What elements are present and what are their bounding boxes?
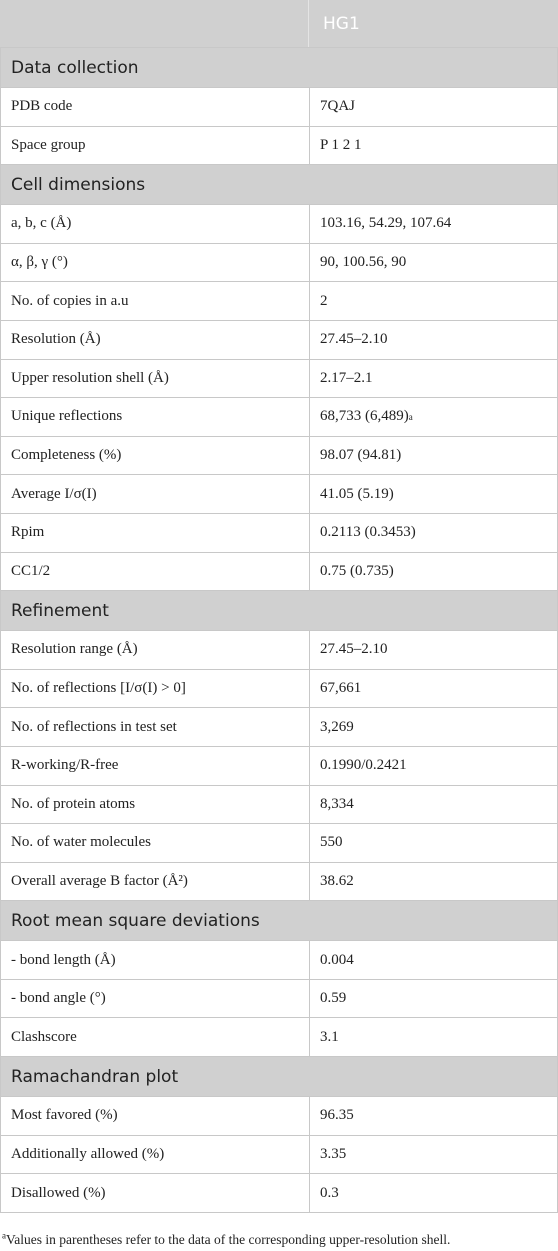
- row-value: 0.59: [320, 990, 347, 1007]
- header-hg1-cell: HG1: [323, 13, 360, 34]
- table-row: [0, 941, 558, 980]
- table-row: [0, 1018, 558, 1057]
- row-value-cell: [310, 1174, 557, 1212]
- row-value-cell: [310, 786, 557, 824]
- section-header-row: [0, 48, 558, 88]
- row-value: 3.35: [320, 1145, 347, 1162]
- table-row: [0, 1136, 558, 1175]
- row-value: 27.45–2.10: [320, 641, 388, 658]
- table-footnote: [2, 1232, 450, 1248]
- row-value: 2.17–2.1: [320, 369, 373, 386]
- row-value-cell: [310, 1097, 557, 1135]
- row-label: α, β, γ (°): [1, 244, 310, 282]
- row-label: - bond angle (°): [1, 980, 310, 1018]
- row-value-cell: [310, 631, 557, 669]
- row-label: Average I/σ(I): [1, 475, 310, 513]
- row-value: 27.45–2.10: [320, 331, 388, 348]
- row-value-cell: [310, 941, 557, 979]
- row-value: 2: [320, 292, 328, 309]
- row-value-cell: [310, 514, 557, 552]
- row-value-cell: [310, 437, 557, 475]
- row-value: 41.05 (5.19): [320, 485, 394, 502]
- row-label: Rpim: [1, 514, 310, 552]
- row-label: a, b, c (Å): [1, 205, 310, 243]
- row-label: Additionally allowed (%): [1, 1136, 310, 1174]
- row-label: Unique reflections: [1, 398, 310, 436]
- row-value: 96.35: [320, 1107, 354, 1124]
- row-value-cell: [310, 747, 557, 785]
- table-row: [0, 747, 558, 786]
- row-value: 0.004: [320, 951, 354, 968]
- table-row: [0, 708, 558, 747]
- row-value: 103.16, 54.29, 107.64: [320, 215, 452, 232]
- table-row: [0, 437, 558, 476]
- header-left-cell: [0, 0, 309, 47]
- row-label: Space group: [1, 127, 310, 165]
- row-value-cell: [310, 127, 557, 165]
- table-row: [0, 398, 558, 437]
- row-label: CC1/2: [1, 553, 310, 591]
- section-header-row: [0, 591, 558, 631]
- row-value: 98.07 (94.81): [320, 447, 402, 464]
- row-label: No. of protein atoms: [1, 786, 310, 824]
- row-value-cell: [310, 88, 557, 126]
- row-label: Overall average B factor (Å²): [1, 863, 310, 901]
- row-value-cell: [310, 1136, 557, 1174]
- row-value-cell: [310, 205, 557, 243]
- table-row: [0, 127, 558, 166]
- table-row: [0, 631, 558, 670]
- section-title: Data collection: [11, 57, 139, 78]
- footnote-text: Values in parentheses refer to the data of the corresponding upper-resolution shell.: [6, 1232, 451, 1247]
- row-value-cell: [310, 670, 557, 708]
- table-row: [0, 360, 558, 399]
- row-value-cell: [310, 980, 557, 1018]
- row-value: 550: [320, 834, 343, 851]
- table-row: [0, 670, 558, 709]
- section-title: Root mean square deviations: [11, 910, 260, 931]
- row-value-cell: [310, 321, 557, 359]
- row-label: No. of reflections [I/σ(I) > 0]: [1, 670, 310, 708]
- section-title: Ramachandran plot: [11, 1066, 179, 1087]
- table-row: [0, 282, 558, 321]
- table-row: [0, 786, 558, 825]
- row-value: 0.3: [320, 1184, 339, 1201]
- row-value: 90, 100.56, 90: [320, 254, 407, 271]
- row-value-cell: [310, 824, 557, 862]
- table-row: [0, 205, 558, 244]
- row-value: P 1 2 1: [320, 136, 362, 153]
- table-row: [0, 244, 558, 283]
- row-value: 0.75 (0.735): [320, 562, 394, 579]
- section-header-row: [0, 901, 558, 941]
- row-value: 38.62: [320, 872, 354, 889]
- row-value: 7QAJ: [320, 98, 356, 115]
- row-label: Resolution (Å): [1, 321, 310, 359]
- row-label: PDB code: [1, 88, 310, 126]
- table-header-row: [0, 0, 558, 48]
- row-value-cell: [310, 475, 557, 513]
- row-value-cell: [310, 360, 557, 398]
- table-row: [0, 514, 558, 553]
- row-label: R-working/R-free: [1, 747, 310, 785]
- row-label: Upper resolution shell (Å): [1, 360, 310, 398]
- row-label: No. of water molecules: [1, 824, 310, 862]
- row-label: Most favored (%): [1, 1097, 310, 1135]
- table-row: [0, 475, 558, 514]
- row-label: No. of copies in a.u: [1, 282, 310, 320]
- row-label: No. of reflections in test set: [1, 708, 310, 746]
- row-value-cell: 68,733 (6,489) a: [320, 408, 413, 425]
- table-row: [0, 553, 558, 592]
- row-label: Disallowed (%): [1, 1174, 310, 1212]
- table-row: [0, 1097, 558, 1136]
- section-header-row: [0, 1057, 558, 1097]
- footnote-marker: a: [2, 1230, 6, 1241]
- row-value: 67,661: [320, 680, 362, 697]
- table-row: [0, 1174, 558, 1213]
- section-title: Refinement: [11, 600, 109, 621]
- table-body: [0, 48, 558, 1213]
- row-value: 0.1990/0.2421: [320, 757, 407, 774]
- table-row: [0, 321, 558, 360]
- row-value-cell: [310, 1018, 557, 1056]
- row-value-cell: [310, 244, 557, 282]
- row-value: 0.2113 (0.3453): [320, 524, 416, 541]
- row-label: Completeness (%): [1, 437, 310, 475]
- table-row: [0, 824, 558, 863]
- row-value: 3,269: [320, 718, 354, 735]
- section-title: Cell dimensions: [11, 174, 146, 195]
- row-value-cell: [310, 708, 557, 746]
- row-value-cell: [310, 282, 557, 320]
- row-value: 8,334: [320, 795, 354, 812]
- section-header-row: [0, 165, 558, 205]
- row-value-cell: [310, 863, 557, 901]
- row-value: 68,733 (6,489): [320, 408, 409, 425]
- table-row: [0, 88, 558, 127]
- row-label: - bond length (Å): [1, 941, 310, 979]
- row-label: Clashscore: [1, 1018, 310, 1056]
- table-row: [0, 863, 558, 902]
- row-value-cell: [310, 553, 557, 591]
- row-label: Resolution range (Å): [1, 631, 310, 669]
- row-value: 3.1: [320, 1028, 339, 1045]
- table-row: [0, 980, 558, 1019]
